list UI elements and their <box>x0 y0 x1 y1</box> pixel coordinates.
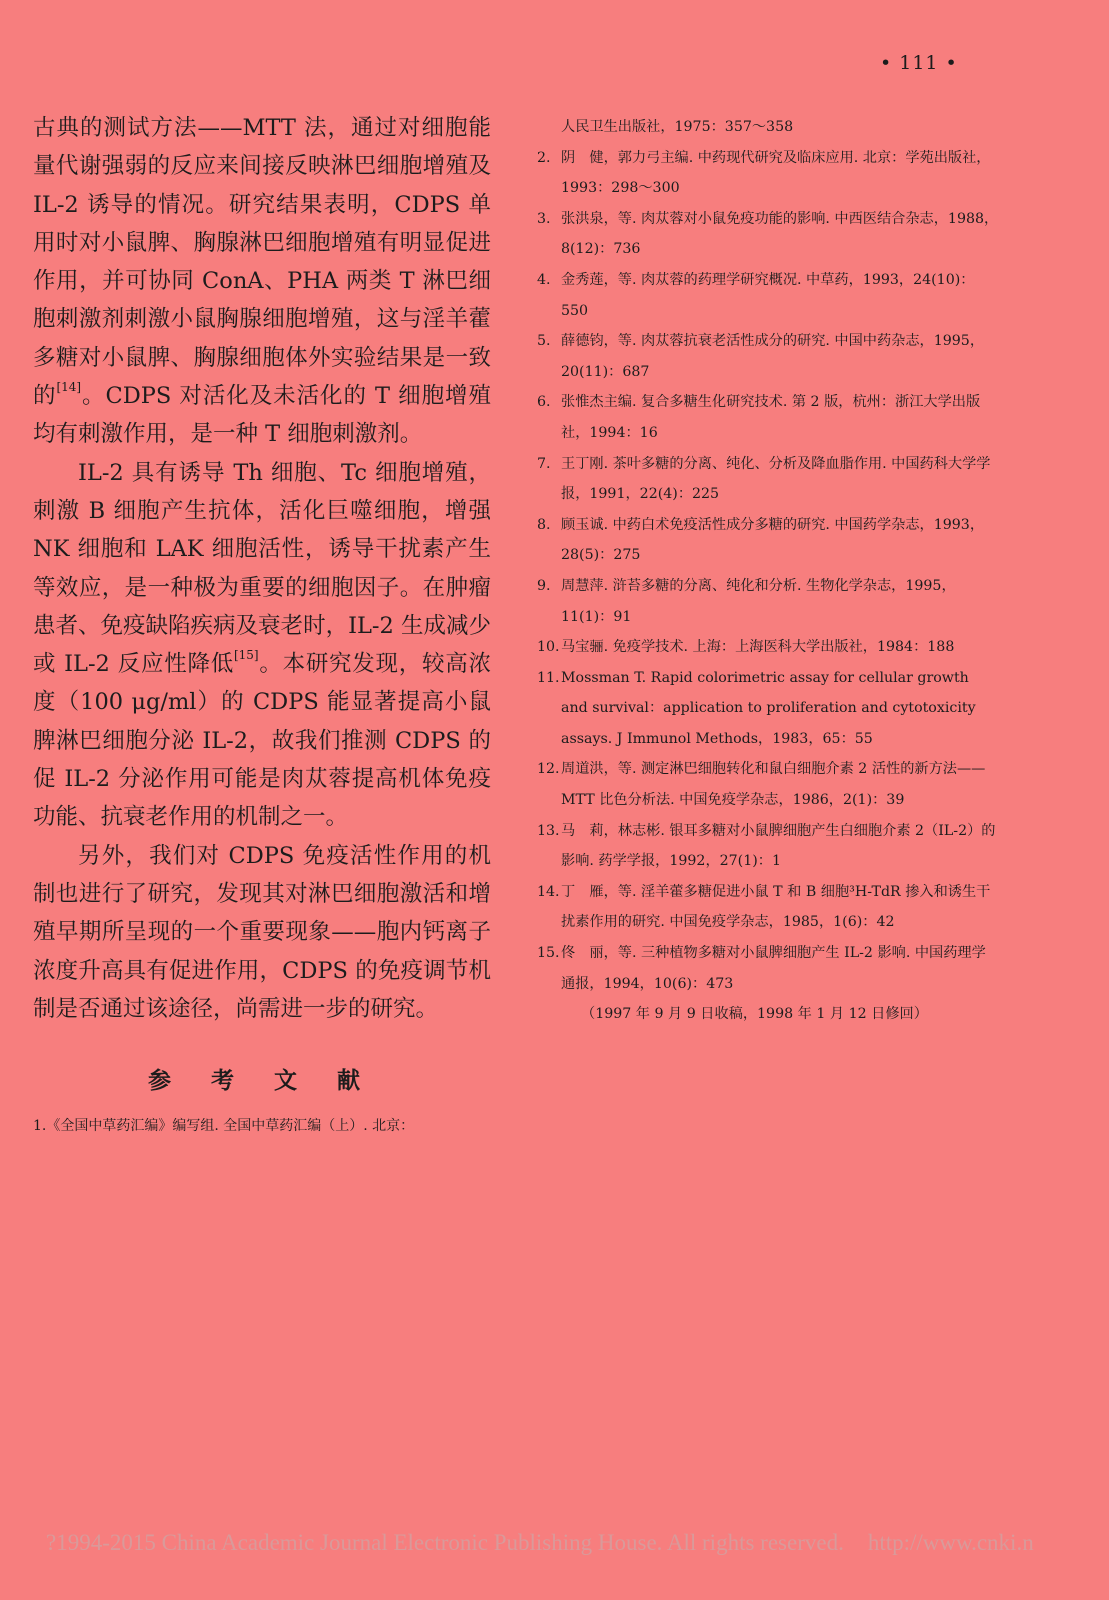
reference-text: 阴 健，郭力弓主编. 中药现代研究及临床应用. 北京：学苑出版社，1993：298～300 <box>561 149 991 197</box>
reference-item <box>537 877 999 938</box>
reference-number: 8. <box>537 516 551 533</box>
reference-text: 马 莉，林志彬. 银耳多糖对小鼠脾细胞产生白细胞介素 2（IL-2）的影响. 药学学报，1992，27(1)：1 <box>561 822 996 870</box>
reference-item <box>537 571 999 632</box>
body-paragraph: 另外，我们对 CDPS 免疫活性作用的机制也进行了研究，发现其对淋巴细胞激活和增殖早期所呈现的一个重要现象——胞内钙离子浓度升高具有促进作用，CDPS 的免疫调节机制是否通过该途径，尚需进一步的研究。 <box>33 842 491 1022</box>
reference-item <box>537 754 999 815</box>
references-heading: 参 考 文 献 <box>147 1067 377 1094</box>
reference-item <box>537 449 999 510</box>
body-text-left-column <box>33 109 491 1028</box>
body-paragraph <box>33 454 491 837</box>
reference-item <box>537 387 999 448</box>
reference-text: Mossman T. Rapid colorimetric assay for cellular growth and survival：application to proliferation and cytotoxicity assays. J Immunol Methods，1983，65：55 <box>561 669 976 747</box>
copyright-text: ?1994-2015 China Academic Journal Electronic Publishing House. All rights reserved. <box>46 1530 844 1555</box>
footer-url: http://www.cnki.n <box>867 1530 1034 1555</box>
reference-number: 9. <box>537 577 551 594</box>
received-date-note: （1997 年 9 月 9 日收稿，1998 年 1 月 12 日修回） <box>581 1006 928 1023</box>
reference-number: 12. <box>537 761 560 778</box>
reference-text: 周道洪，等. 测定淋巴细胞转化和鼠白细胞介素 2 活性的新方法——MTT 比色分析法. 中国免疫学杂志，1986，2(1)：39 <box>561 761 986 809</box>
reference-item <box>537 143 999 204</box>
reference-number: 4. <box>537 271 551 288</box>
page-number: • 111 • <box>880 52 958 74</box>
references-right-column <box>537 112 999 1030</box>
reference-text: 王丁刚. 茶叶多糖的分离、纯化、分析及降血脂作用. 中国药科大学学报，1991，22(4)：225 <box>561 455 991 503</box>
reference-text: 马宝骊. 免疫学技术. 上海：上海医科大学出版社，1984：188 <box>561 639 955 656</box>
reference-text: 金秀莲，等. 肉苁蓉的药理学研究概况. 中草药，1993，24(10)：550 <box>561 271 975 319</box>
paragraph-text: IL-2 具有诱导 Th 细胞、Tc 细胞增殖，刺激 B 细胞产生抗体，活化巨噬细胞，增强 NK 细胞和 LAK 细胞活性，诱导干扰素产生等效应，是一种极为重要的细胞因子。在肿瘤患者、免疫缺陷疾病及衰老时，IL-2 生成减少或 IL-2 反应性降低 <box>33 459 491 678</box>
reference-number: 5. <box>537 333 551 350</box>
reference-item <box>537 816 999 877</box>
reference-text: 薛德钧，等. 肉苁蓉抗衰老活性成分的研究. 中国中药杂志，1995，20(11)：687 <box>561 333 985 380</box>
body-paragraph <box>33 109 491 454</box>
reference-number: 11. <box>537 669 560 686</box>
paragraph-text: 。本研究发现，较高浓度（100 μg/ml）的 CDPS 能显著提高小鼠脾淋巴细胞分泌 IL-2，故我们推测 CDPS 的促 IL-2 分泌作用可能是肉苁蓉提高机体免疫功能、抗衰老作用的机制之一。 <box>33 651 491 831</box>
reference-number: 14. <box>537 883 560 900</box>
reference-number: 10. <box>537 639 560 656</box>
reference-number: 7. <box>537 455 551 472</box>
reference-text: 顾玉诚. 中药白术免疫活性成分多糖的研究. 中国药学杂志，1993，28(5)：275 <box>561 516 985 564</box>
reference-item <box>537 663 999 755</box>
reference-text: 周慧萍. 浒苔多糖的分离、纯化和分析. 生物化学杂志，1995，11(1)：91 <box>561 577 956 625</box>
copyright-footer <box>46 1530 1034 1556</box>
reference-number: 15. <box>537 945 560 962</box>
reference-item <box>537 632 999 663</box>
reference-item <box>537 938 999 999</box>
reference-number: 3. <box>537 210 551 227</box>
reference-item <box>537 510 999 571</box>
citation-marker: [14] <box>56 380 82 395</box>
paragraph-text: 古典的测试方法——MTT 法，通过对细胞能量代谢强弱的反应来间接反映淋巴细胞增殖及 IL-2 诱导的情况。研究结果表明，CDPS 单用时对小鼠脾、胸腺淋巴细胞增殖有明显促进作用，并可协同 ConA、PHA 两类 T 淋巴细胞刺激剂刺激小鼠胸腺细胞增殖，这与淫羊藿多糖对小鼠脾、胸腺细胞体外实验结果是一致的 <box>33 115 491 410</box>
reference-text: 张洪泉，等. 肉苁蓉对小鼠免疫功能的影响. 中西医结合杂志，1988，8(12)：736 <box>561 210 999 258</box>
reference-text: 佟 丽，等. 三种植物多糖对小鼠脾细胞产生 IL-2 影响. 中国药理学通报，1994，10(6)：473 <box>561 945 986 992</box>
reference-list <box>537 143 999 1000</box>
citation-marker: [15] <box>233 648 259 663</box>
reference-item-1-start: 1.《全国中草药汇编》编写组. 全国中草药汇编（上）. 北京： <box>33 1118 415 1134</box>
reference-number: 2. <box>537 149 551 166</box>
paragraph-text: 。CDPS 对活化及未活化的 T 细胞增殖均有刺激作用，是一种 T 细胞刺激剂。 <box>33 383 491 448</box>
reference-text: 张惟杰主编. 复合多糖生化研究技术. 第 2 版，杭州：浙江大学出版社，1994：16 <box>561 394 981 441</box>
reference-number: 13. <box>537 822 560 839</box>
reference-item <box>537 204 999 265</box>
reference-item <box>537 265 999 326</box>
reference-item <box>537 326 999 387</box>
reference-number: 6. <box>537 394 551 411</box>
reference-item-1-continued: 人民卫生出版社，1975：357～358 <box>561 119 794 135</box>
reference-text: 丁 雁，等. 淫羊藿多糖促进小鼠 T 和 B 细胞³H-TdR 掺入和诱生干扰素作用的研究. 中国免疫学杂志，1985，1(6)：42 <box>561 883 991 931</box>
